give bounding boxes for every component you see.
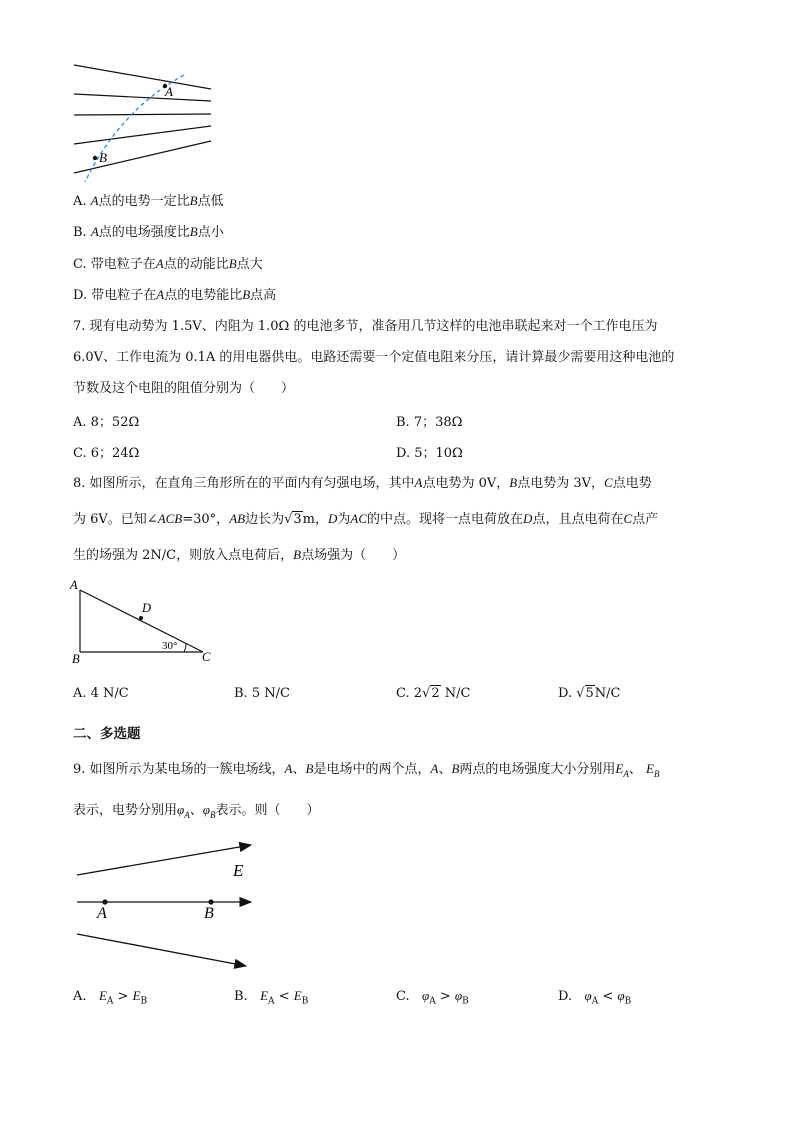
point-a-dot bbox=[102, 899, 107, 904]
q9-option-d[interactable]: D. $\varphi_A < \varphi_B$ bbox=[558, 988, 632, 1007]
q7-option-c[interactable]: C. 6；24Ω bbox=[73, 446, 140, 461]
q9-option-a[interactable]: A. $E_A > E_B$ bbox=[73, 988, 148, 1007]
q7-stem-line-2: 6.0V、工作电流为 0.1A 的用电器供电。电路还需要一个定值电阻来分压，请计算最少需要用这种电池的 bbox=[73, 350, 675, 365]
q8-option-d[interactable]: D. √5N/C bbox=[558, 686, 621, 701]
svg-text:B: B bbox=[204, 905, 214, 922]
point-b-dot bbox=[208, 899, 213, 904]
q7-stem-line-3: 节数及这个电阻的阻值分别为（ ） bbox=[73, 381, 295, 396]
q8-option-c[interactable]: C. 2√2 N/C bbox=[396, 686, 471, 701]
q9-option-c[interactable]: C. $\varphi_A > \varphi_B$ bbox=[396, 988, 469, 1007]
q9-stem-line-2: 表示，电势分别用$\varphi_A$、$\varphi_B$表示。则（ ） bbox=[73, 802, 320, 820]
q7-option-a[interactable]: A. 8；52Ω bbox=[73, 415, 140, 430]
q8-stem-line-1: 8. 如图所示，在直角三角形所在的平面内有匀强电场，其中A点电势为 0V，B点电势为 3V，C点电势 bbox=[73, 475, 652, 491]
q6-option-d[interactable]: D. 带电粒子在A点的电势能比B点高 bbox=[73, 287, 277, 303]
svg-text:B: B bbox=[72, 652, 80, 666]
q7-stem-line-1: 7. 现有电动势为 1.5V、内阻为 1.0Ω 的电池多节，准备用几节这样的电池串联起来对一个工作电压为 bbox=[73, 319, 658, 334]
q8-stem-line-2: 为 6V。已知∠ACB=30°，AB边长为√3m，D为AC的中点。现将一点电荷放在D点，且点电荷在C点产 bbox=[73, 511, 659, 527]
section-heading-multiple-choice: 二、多选题 bbox=[73, 726, 141, 742]
svg-text:D: D bbox=[142, 601, 152, 615]
q9-option-b[interactable]: B. $E_A < E_B$ bbox=[234, 988, 309, 1007]
q6-option-a[interactable]: A. A点的电势一定比B点低 bbox=[73, 193, 224, 209]
q8-option-b[interactable]: B. 5 N/C bbox=[234, 686, 290, 701]
q6-option-b[interactable]: B. A点的电场强度比B点小 bbox=[73, 224, 224, 240]
q8-stem-line-3: 生的场强为 2N/C，则放入点电荷后，B点场强为（ ） bbox=[73, 547, 406, 563]
q8-option-a[interactable]: A. 4 N/C bbox=[73, 686, 129, 701]
q7-option-b[interactable]: B. 7；38Ω bbox=[396, 415, 463, 430]
q6-option-c[interactable]: C. 带电粒子在A点的动能比B点大 bbox=[73, 256, 263, 272]
svg-text:C: C bbox=[202, 650, 211, 664]
svg-text:A: A bbox=[97, 905, 107, 922]
point-b-label: B bbox=[99, 150, 107, 165]
q9-stem-line-1: 9. 如图所示为某电场的一簇电场线，A、B是电场中的两个点，A、B两点的电场强度大小分别用$E_A$、 $E_B$ bbox=[73, 761, 660, 779]
svg-text:E: E bbox=[233, 861, 244, 880]
point-a-label: A bbox=[165, 84, 173, 99]
svg-text:30°: 30° bbox=[162, 640, 178, 652]
q7-option-d[interactable]: D. 5；10Ω bbox=[396, 446, 463, 461]
svg-text:A: A bbox=[70, 578, 78, 592]
